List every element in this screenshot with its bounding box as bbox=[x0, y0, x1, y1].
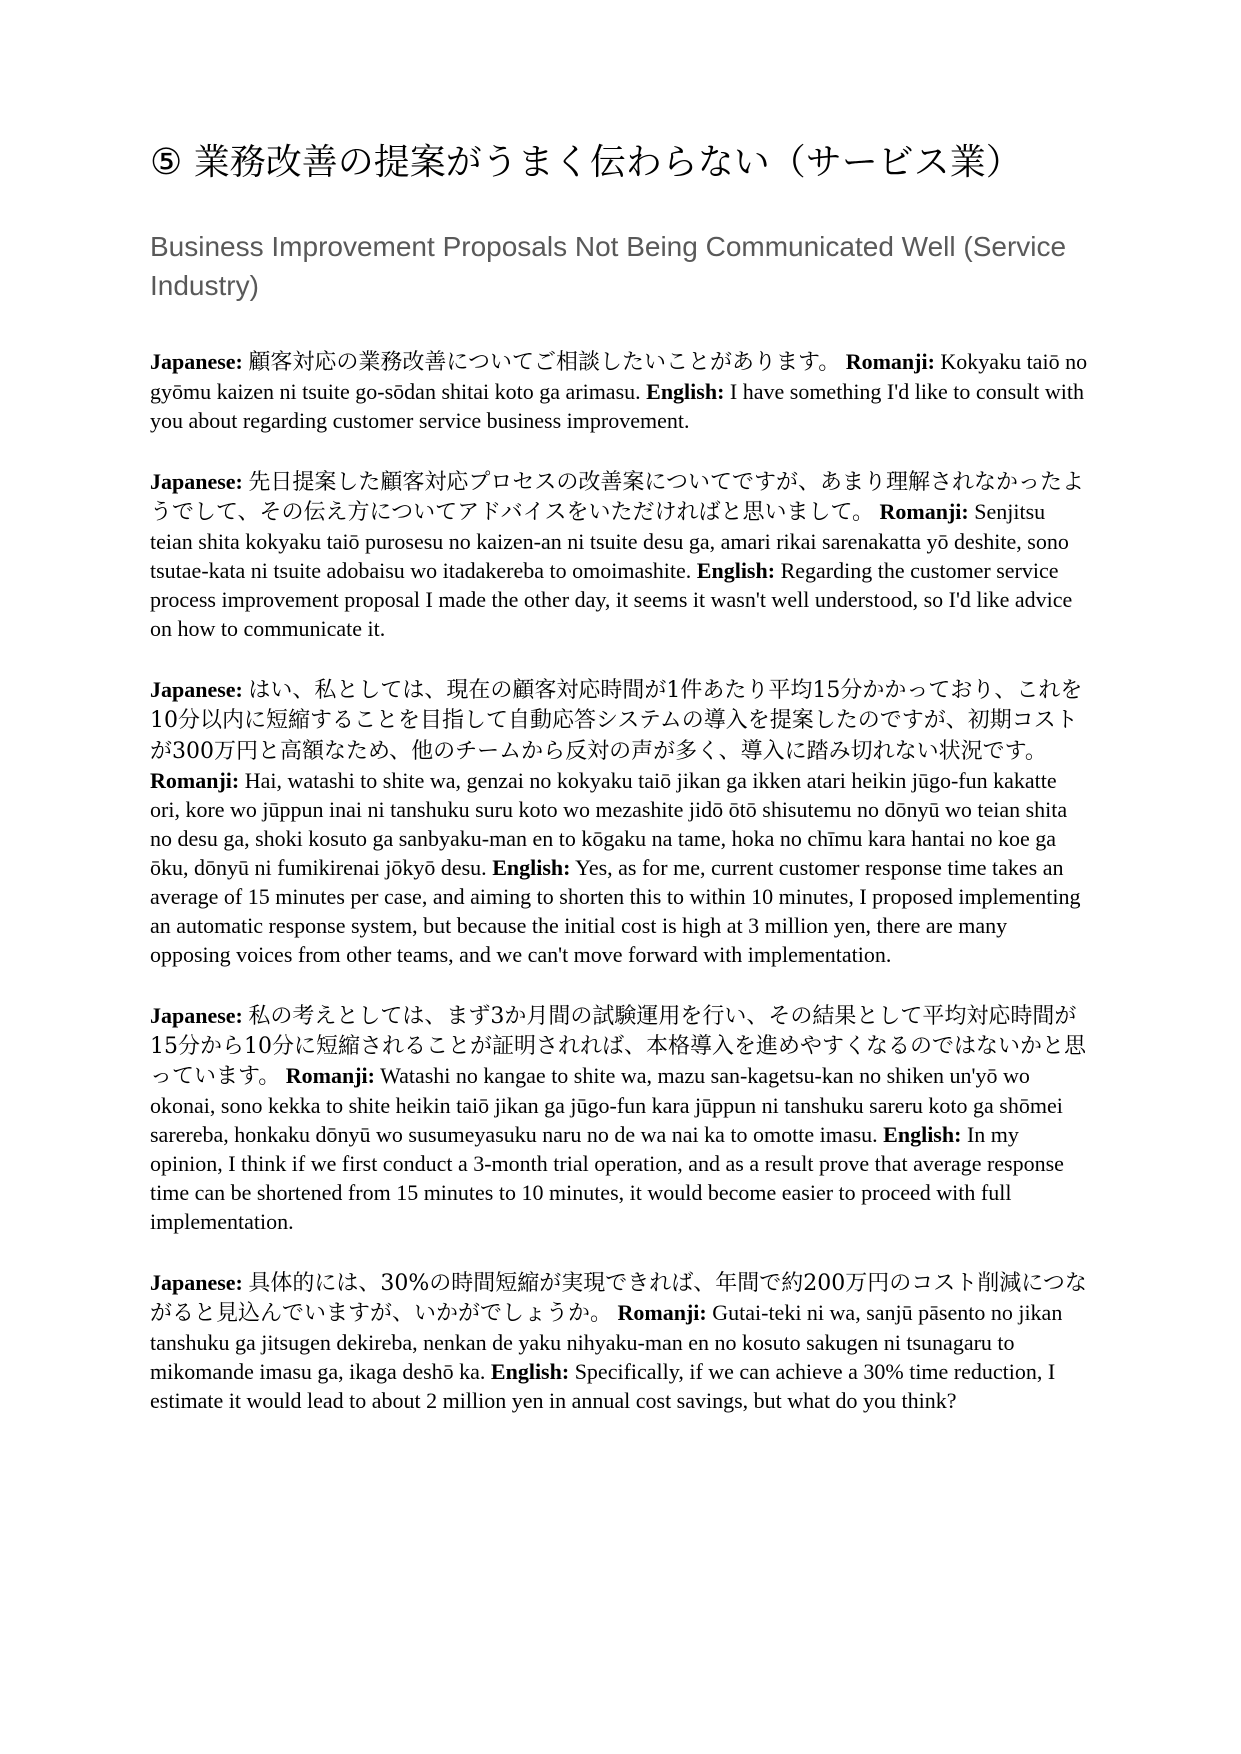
japanese-label: Japanese: bbox=[150, 677, 243, 703]
romanji-text: Watashi no kangae to shite wa, mazu san-kagetsu-kan no shiken un'yō wo okonai, sono kekka to shite heikin taiō jikan ga jūgo-fun kara jūppun ni tanshuku sareru koto ga shōmei sarereba, honkaku dōnyū wo susumeyasuku naru no de wa nai ka to omotte imasu. bbox=[150, 1062, 1063, 1147]
japanese-text: はい、私としては、現在の顧客対応時間が1件あたり平均15分かかっており、これを10分以内に短縮することを目指して自動応答システムの導入を提案したのですが、初期コストが300万円と高額なため、他のチームから反対の声が多く、導入に踏み切れない状況です。 bbox=[150, 678, 1083, 764]
japanese-text: 具体的には、30%の時間短縮が実現できれば、年間で約200万円のコスト削減につながると見込んでいますが、いかがでしょうか。 bbox=[150, 1271, 1087, 1327]
english-text: I have something I'd like to consult with you about regarding customer service business improvement. bbox=[150, 379, 1084, 434]
japanese-text: 私の考えとしては、まず3か月間の試験運用を行い、その結果として平均対応時間が15分から10分に短縮されることが証明されれば、本格導入を進めやすくなるのではないかと思っています。 bbox=[150, 1003, 1086, 1089]
english-label: English: bbox=[490, 1359, 570, 1385]
phrase-entry bbox=[150, 675, 1090, 968]
romanji-label: Romanji: bbox=[879, 499, 969, 525]
english-text: Specifically, if we can achieve a 30% time reduction, I estimate it would lead to about 2 million yen in annual cost savings, but what do you think? bbox=[150, 1359, 1056, 1414]
japanese-label: Japanese: bbox=[150, 469, 243, 495]
romanji-label: Romanji: bbox=[845, 349, 935, 375]
romanji-text: Kokyaku taiō no gyōmu kaizen ni tsuite go-sōdan shitai koto ga arimasu. bbox=[150, 349, 1088, 405]
romanji-text: Senjitsu teian shita kokyaku taiō purosesu no kaizen-an ni tsuite desu ga, amari rikai sarenakatta yō deshite, sono tsutae-kata ni tsuite adobaisu wo itadakereba to omoimashite. bbox=[150, 499, 1069, 584]
romanji-text: Gutai-teki ni wa, sanjū pāsento no jikan tanshuku ga jitsugen dekireba, nenkan de yaku nihyaku-man en no kosuto sakugen ni tsunagaru to mikomande imasu ga, ikaga deshō ka. bbox=[150, 1300, 1063, 1385]
romanji-text: Hai, watashi to shite wa, genzai no kokyaku taiō jikan ga ikken atari heikin jūgo-fun kakatte ori, kore wo jūppun inai ni tanshuku suru koto wo mezashite jidō ōtō shisutemu no dōnyū wo teian shita no desu ga, shoki kosuto ga sanbyaku-man en to kōgaku na tame, hoka no chīmu kara hantai no koe ga ōku, dōnyū ni fumikirenai jōkyō desu. bbox=[150, 767, 1068, 880]
document-page bbox=[150, 140, 1090, 1447]
phrase-entry bbox=[150, 467, 1090, 643]
english-label: English: bbox=[696, 558, 776, 584]
english-text: Yes, as for me, current customer response time takes an average of 15 minutes per case, and aiming to shorten this to within 10 minutes, I proposed implementing an automatic response system, but because the initial cost is high at 3 million yen, there are many opposing voices from other teams, and we can't move forward with implementation. bbox=[150, 854, 1081, 967]
english-label: English: bbox=[883, 1121, 962, 1147]
japanese-text: 先日提案した顧客対応プロセスの改善案についてですが、あまり理解されなかったようでして、その伝え方についてアドバイスをいただければと思いまして。 bbox=[150, 470, 1084, 526]
english-label: English: bbox=[492, 854, 571, 880]
japanese-label: Japanese: bbox=[150, 349, 243, 375]
japanese-text: 顧客対応の業務改善についてご相談したいことがあります。 bbox=[248, 350, 841, 376]
phrase-entry bbox=[150, 347, 1090, 435]
romanji-label: Romanji: bbox=[285, 1062, 375, 1088]
romanji-label: Romanji: bbox=[617, 1300, 707, 1326]
japanese-label: Japanese: bbox=[150, 1270, 243, 1296]
english-label: English: bbox=[646, 379, 725, 405]
phrase-entry bbox=[150, 1001, 1090, 1236]
phrase-entry bbox=[150, 1268, 1090, 1415]
english-text: Regarding the customer service process improvement proposal I made the other day, it seems it wasn't well understood, so I'd like advice on how to communicate it. bbox=[150, 558, 1073, 642]
romanji-label: Romanji: bbox=[150, 767, 240, 793]
document-subtitle: Business Improvement Proposals Not Being Communicated Well (Service Industry) bbox=[150, 230, 1067, 301]
english-text: In my opinion, I think if we first conduct a 3-month trial operation, and as a result prove that average response time can be shortened from 15 minutes to 10 minutes, it would become easier to proceed with full implementation. bbox=[150, 1121, 1064, 1234]
japanese-label: Japanese: bbox=[150, 1002, 243, 1028]
document-title: ⑤ 業務改善の提案がうまく伝わらない（サービス業） bbox=[150, 142, 1022, 183]
